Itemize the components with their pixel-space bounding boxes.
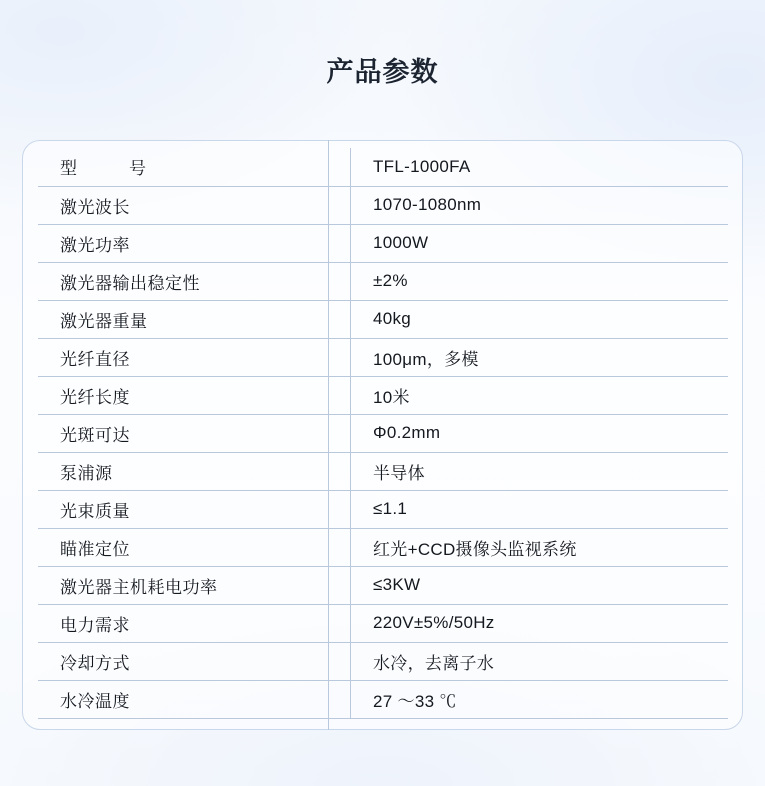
spec-value: ≤1.1 [351,490,729,528]
table-row [38,490,728,528]
table-row [38,224,728,262]
spec-label: 冷却方式 [38,642,351,680]
spec-label: 光斑可达 [38,414,351,452]
spec-label: 激光波长 [38,186,351,224]
spec-label: 水冷温度 [38,680,351,718]
spec-label: 光束质量 [38,490,351,528]
table-row [38,680,728,718]
spec-value: 水冷，去离子水 [351,642,729,680]
table-row [38,528,728,566]
table-row [38,186,728,224]
spec-value: ±2% [351,262,729,300]
spec-label: 型 号 [38,148,351,186]
spec-value: 40kg [351,300,729,338]
table-row [38,338,728,376]
table-row [38,300,728,338]
spec-label: 激光器主机耗电功率 [38,566,351,604]
table-row [38,566,728,604]
spec-label: 光纤直径 [38,338,351,376]
spec-table-body [38,148,728,718]
spec-table [38,148,728,719]
spec-label: 泵浦源 [38,452,351,490]
spec-value: 红光+CCD摄像头监视系统 [351,528,729,566]
spec-value: 半导体 [351,452,729,490]
spec-value: 220V±5%/50Hz [351,604,729,642]
spec-label: 激光器重量 [38,300,351,338]
table-row [38,452,728,490]
spec-value: 100μm，多模 [351,338,729,376]
table-row [38,262,728,300]
spec-value: 1000W [351,224,729,262]
spec-label: 激光器输出稳定性 [38,262,351,300]
table-row [38,642,728,680]
table-row [38,376,728,414]
spec-label: 激光功率 [38,224,351,262]
table-row [38,604,728,642]
spec-value: ≤3KW [351,566,729,604]
spec-value: 10米 [351,376,729,414]
page-title: 产品参数 [326,57,439,87]
spec-label: 瞄准定位 [38,528,351,566]
spec-value: 1070-1080nm [351,186,729,224]
table-row [38,414,728,452]
spec-value: Φ0.2mm [351,414,729,452]
table-row [38,148,728,186]
spec-label: 电力需求 [38,604,351,642]
spec-value: TFL-1000FA [351,148,729,186]
spec-value: 27 ～33 ℃ [351,680,729,718]
spec-label: 光纤长度 [38,376,351,414]
